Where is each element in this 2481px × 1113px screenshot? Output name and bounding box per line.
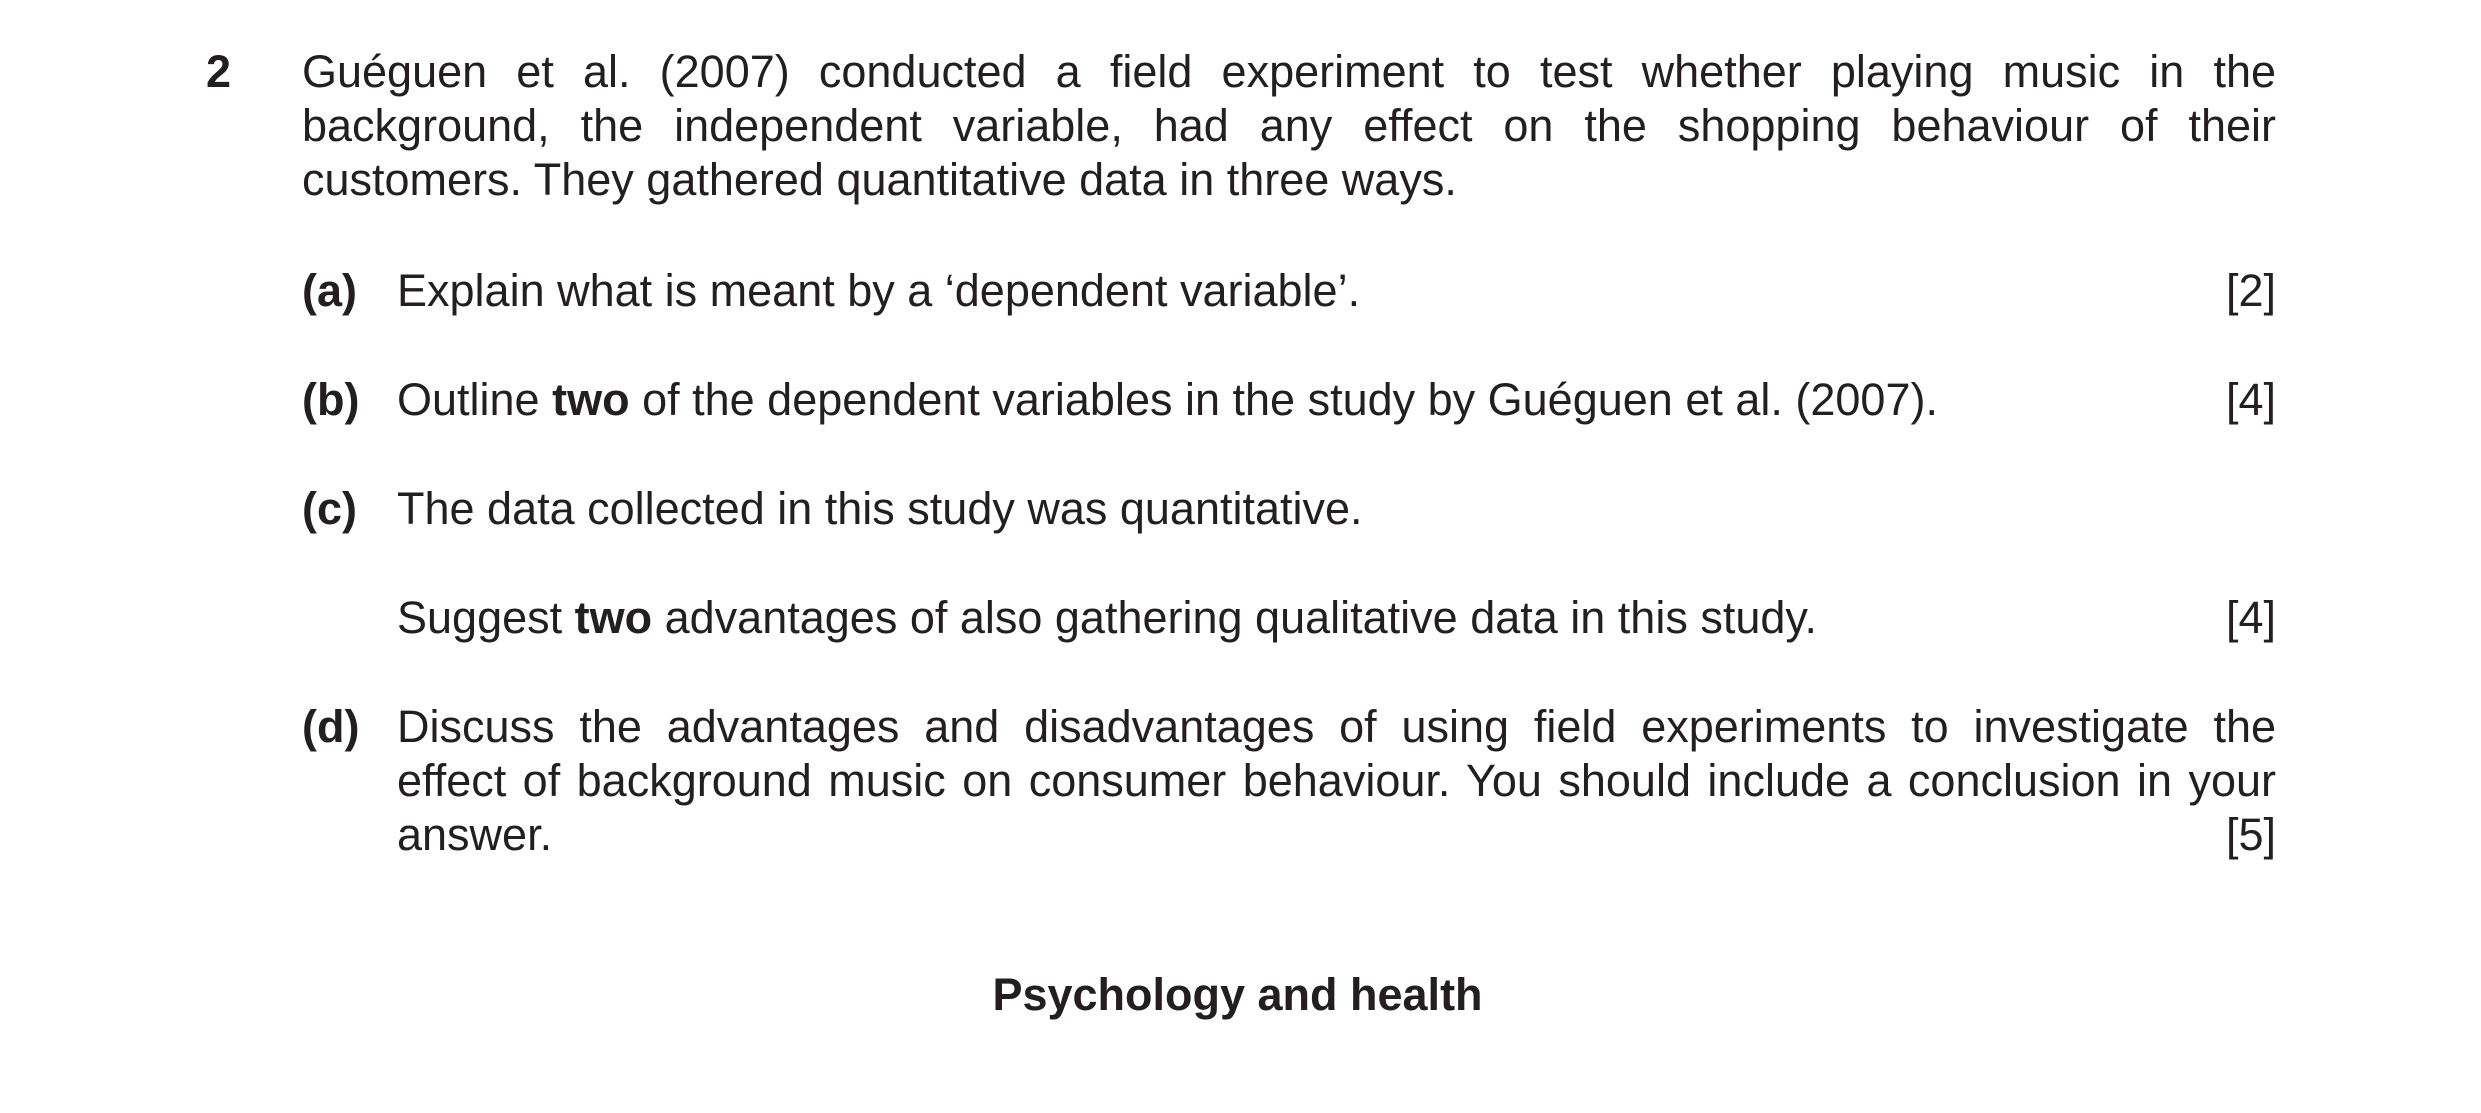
part-b	[302, 373, 2276, 427]
part-d-line-1: Discuss the advantages and disadvantages of using field experiments to investigate the	[397, 701, 2276, 752]
intro-line-3: customers. They gathered quantitative data in three ways.	[302, 154, 1457, 205]
part-b-text-bold: two	[552, 374, 630, 425]
part-d-label: (d)	[302, 701, 360, 752]
part-c-label: (c)	[302, 483, 357, 534]
part-c	[302, 482, 2276, 536]
part-a-text: Explain what is meant by a ‘dependent variable’.	[397, 265, 1361, 316]
part-c-text-block	[397, 482, 2276, 536]
part-c-sub	[302, 591, 2276, 645]
part-d-line-3: answer.	[397, 809, 553, 860]
part-d-line-2: effect of background music on consumer behaviour. You should include a conclusion in your	[397, 755, 2276, 806]
part-a	[302, 264, 2276, 318]
part-c-text: The data collected in this study was quantitative.	[397, 483, 1363, 534]
part-c-sub-text-block	[397, 591, 2276, 645]
part-b-text-after: of the dependent variables in the study by Guéguen et al. (2007).	[629, 374, 1938, 425]
question-number: 2	[206, 46, 232, 97]
part-b-label: (b)	[302, 374, 360, 425]
part-d-marks: [5]	[2225, 809, 2276, 860]
part-c-sub-bold: two	[574, 592, 653, 643]
part-a-label: (a)	[302, 265, 357, 316]
section-heading	[0, 968, 2481, 1022]
part-d-text-block	[397, 700, 2276, 862]
part-c-marks: [4]	[2225, 592, 2276, 643]
part-d	[302, 700, 2276, 862]
part-a-marks: [2]	[2225, 265, 2276, 316]
intro-line-1: Guéguen et al. (2007) conducted a field experiment to test whether playing music in the	[302, 46, 2276, 97]
question-intro	[302, 45, 2276, 207]
part-a-text-block	[397, 264, 2276, 318]
section-heading-text: Psychology and health	[992, 969, 1483, 1020]
part-c-sub-after: advantages of also gathering qualitative data in this study.	[652, 592, 1818, 643]
part-b-text-before: Outline	[397, 374, 553, 425]
part-c-sub-before: Suggest	[397, 592, 575, 643]
part-b-marks: [4]	[2225, 374, 2276, 425]
part-b-text-block	[397, 373, 2276, 427]
intro-line-2: background, the independent variable, had any effect on the shopping behaviour of their	[302, 100, 2276, 151]
